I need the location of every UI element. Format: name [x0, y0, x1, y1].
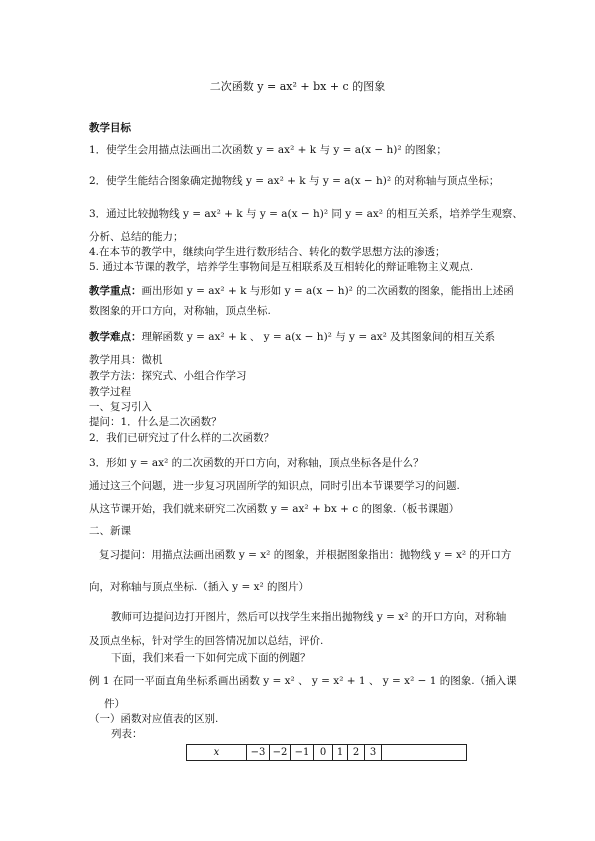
new-paragraph-1-cont: 向，对称轴与顶点坐标.（插入 y = x² 的图片） [89, 581, 310, 593]
table-cell: 3 [365, 745, 382, 761]
new-paragraph-1: 复习提问：用描点法画出函数 y = x² 的图象，并根据图象指出：抛物线 y = x² 的开口方 [99, 549, 512, 561]
new-lesson-heading: 二、新课 [89, 525, 131, 537]
question-2: 2．我们已研究过了什么样的二次函数？ [89, 432, 275, 444]
table-cell-blank [382, 745, 467, 761]
goal-3: 3．通过比较抛物线 y = ax² + k 与 y = a(x − h)² 同 y = ax² 的相互关系，培养学生观察、 [89, 208, 523, 220]
key-label: 教学重点： [89, 285, 142, 297]
key-points [89, 284, 519, 298]
summary-2: 从这节课开始，我们就来研究二次函数 y = ax² + bx + c 的图象.（板书课题） [89, 503, 460, 515]
new-paragraph-3: 下面，我们来看一下如何完成下面的例题？ [111, 652, 311, 664]
table-cell: 0 [314, 745, 333, 761]
summary-1: 通过这三个问题，进一步复习巩固所学的知识点，同时引出本节课要学习的问题. [89, 480, 460, 492]
review-heading: 一、复习引入 [89, 401, 152, 413]
difficulty-label: 教学难点： [89, 331, 142, 343]
value-table [186, 744, 467, 761]
goal-4: 4.在本节的教学中，继续向学生进行数形结合、转化的数学思想方法的渗透； [89, 246, 446, 258]
document-title: 二次函数 y = ax² + bx + c 的图象 [209, 80, 386, 93]
table-header-x: x [187, 745, 247, 761]
key-text-cont: 数图象的开口方向，对称轴，顶点坐标. [89, 305, 271, 317]
table-row [187, 745, 467, 761]
goal-1: 1．使学生会用描点法画出二次函数 y = ax² + k 与 y = a(x − h)² 的图象； [89, 144, 447, 156]
difficulty-text: 理解函数 y = ax² + k 、 y = a(x − h)² 与 y = ax² 及其图象间的相互关系 [141, 331, 496, 343]
goal-2: 2．使学生能结合图象确定抛物线 y = ax² + k 与 y = a(x − h)² 的对称轴与顶点坐标； [89, 175, 500, 187]
table-cell: −3 [247, 745, 270, 761]
goal-3-cont: 分析、总结的能力； [89, 231, 184, 243]
methods: 教学方法：探究式、小组合作学习 [89, 370, 247, 382]
tools: 教学用具：微机 [89, 354, 163, 366]
new-paragraph-2: 教师可边提问边打开图片，然后可以找学生来指出抛物线 y = x² 的开口方向，对称轴 [111, 611, 507, 623]
list-label: 列表： [111, 728, 143, 740]
new-paragraph-2-cont: 及顶点坐标，针对学生的回答情况加以总结，评价. [89, 635, 324, 647]
goals-heading: 教学目标 [89, 122, 131, 134]
sub-heading-1: （一）函数对应值表的区别. [89, 713, 219, 725]
table-cell: 2 [348, 745, 365, 761]
key-text: 画出形如 y = ax² + k 与形如 y = a(x − h)² 的二次函数的图象，能指出上述函 [141, 285, 514, 297]
example-1-cont: 件） [104, 698, 125, 710]
process: 教学过程 [89, 386, 131, 398]
table-cell: −1 [291, 745, 314, 761]
goal-5: 5. 通过本节课的教学，培养学生事物间是互相联系及互相转化的辩证唯物主义观点. [89, 261, 474, 273]
question-3: 3．形如 y = ax² 的二次函数的开口方向，对称轴，顶点坐标各是什么？ [89, 457, 424, 469]
table-cell: 1 [333, 745, 348, 761]
question-1: 提问：1．什么是二次函数？ [89, 416, 222, 428]
table-cell: −2 [270, 745, 291, 761]
difficulty [89, 330, 519, 344]
example-1: 例 1 在同一平面直角坐标系画出函数 y = x² 、 y = x² + 1 、 y = x² − 1 的图象.（插入课 [89, 675, 517, 687]
